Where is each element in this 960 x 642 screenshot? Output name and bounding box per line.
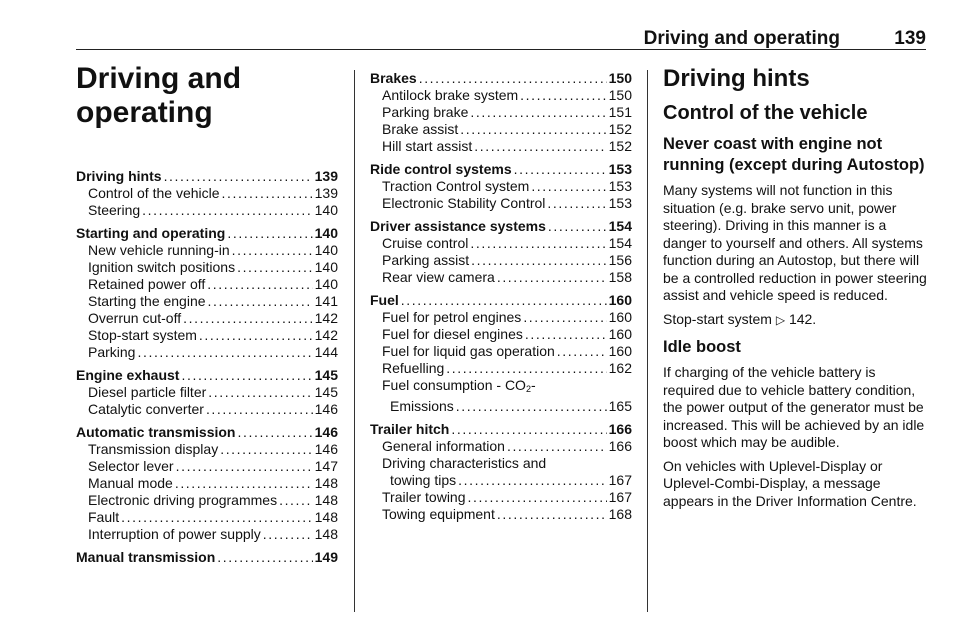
toc-section-entry[interactable] bbox=[370, 218, 632, 235]
dot-leader bbox=[227, 225, 312, 242]
subsection-heading: Control of the vehicle bbox=[663, 102, 868, 124]
toc-entry-label: Driving hints bbox=[76, 168, 162, 184]
toc-entry[interactable] bbox=[370, 121, 632, 138]
toc-entry[interactable] bbox=[76, 384, 338, 401]
toc-page-number: 140 bbox=[314, 242, 338, 258]
toc-entry-label: Driving characteristics and bbox=[382, 455, 547, 471]
dot-leader bbox=[164, 168, 313, 185]
dot-leader bbox=[217, 549, 312, 566]
toc-page-number: 145 bbox=[314, 367, 338, 383]
toc-section-entry[interactable] bbox=[76, 367, 338, 384]
dot-leader bbox=[470, 104, 606, 121]
toc-page-number: 148 bbox=[314, 526, 338, 542]
toc-page-number: 146 bbox=[314, 424, 338, 440]
toc-entry[interactable] bbox=[76, 458, 338, 475]
toc-entry-label: Trailer hitch bbox=[370, 421, 450, 437]
toc-entry-label: Interruption of power supply bbox=[88, 526, 261, 542]
toc-entry[interactable] bbox=[370, 398, 632, 415]
toc-entry-label: Diesel particle filter bbox=[88, 384, 207, 400]
toc-entry-label: Ignition switch positions bbox=[88, 259, 236, 275]
section-heading: Driving hints bbox=[663, 65, 810, 92]
page-header bbox=[76, 28, 926, 50]
dot-leader bbox=[557, 343, 607, 360]
toc-entry[interactable] bbox=[370, 138, 632, 155]
topic-heading: Never coast with engine not running (except during Autostop) bbox=[663, 135, 925, 174]
toc-section-entry[interactable] bbox=[370, 161, 632, 178]
toc-entry-label: Fuel for diesel engines bbox=[382, 326, 523, 342]
toc-entry[interactable] bbox=[76, 202, 338, 219]
dot-leader bbox=[181, 367, 312, 384]
toc-list bbox=[76, 168, 338, 566]
toc-page-number: 140 bbox=[314, 225, 338, 241]
toc-page-number: 160 bbox=[608, 292, 632, 308]
toc-entry-label: Brakes bbox=[370, 70, 417, 86]
toc-page-number: 140 bbox=[314, 276, 338, 292]
toc-entry-label: Trailer towing bbox=[382, 489, 466, 505]
dot-leader bbox=[497, 269, 607, 286]
dot-leader bbox=[547, 195, 606, 212]
page-reference-arrow-icon: ▷ bbox=[775, 312, 786, 327]
toc-entry-label: Fuel bbox=[370, 292, 399, 308]
toc-entry[interactable] bbox=[370, 178, 632, 195]
toc-entry-label: Starting the engine bbox=[88, 293, 206, 309]
toc-page-number: 139 bbox=[314, 168, 338, 184]
toc-page-number: 144 bbox=[314, 344, 338, 360]
paragraph: Many systems will not function in this situation (e.g. brake servo unit, power steering). Driving in this manner is a danger to yourself and others. All systems function during an Autostop, but there will be a controlled reduction in power steering assist and vehicle speed is reduced. bbox=[663, 182, 927, 303]
toc-entry[interactable] bbox=[76, 475, 338, 492]
dot-leader bbox=[548, 218, 607, 235]
toc-section-entry[interactable] bbox=[76, 549, 338, 566]
dot-leader bbox=[497, 506, 607, 523]
dot-leader bbox=[520, 87, 606, 104]
toc-entry[interactable] bbox=[370, 309, 632, 326]
toc-page-number: 166 bbox=[608, 438, 632, 454]
toc-entry-label: General information bbox=[382, 438, 505, 454]
dot-leader bbox=[208, 293, 313, 310]
toc-entry-label: Retained power off bbox=[88, 276, 206, 292]
toc-entry-label: Driver assistance systems bbox=[370, 218, 546, 234]
dot-leader bbox=[446, 360, 606, 377]
toc-page-number: 140 bbox=[314, 259, 338, 275]
dot-leader bbox=[137, 344, 312, 361]
toc-list bbox=[370, 70, 632, 523]
toc-page-number: 148 bbox=[314, 509, 338, 525]
toc-entry-label: towing tips bbox=[390, 472, 457, 488]
toc-column-2 bbox=[370, 70, 632, 523]
toc-page-number: 154 bbox=[608, 235, 632, 251]
toc-page-number: 162 bbox=[608, 360, 632, 376]
dot-leader bbox=[279, 492, 313, 509]
column-divider bbox=[354, 70, 355, 612]
dot-leader bbox=[121, 509, 313, 526]
toc-section-entry[interactable] bbox=[76, 168, 338, 185]
dot-leader bbox=[456, 398, 607, 415]
toc-entry[interactable] bbox=[370, 360, 632, 377]
toc-entry-label: Control of the vehicle bbox=[88, 185, 220, 201]
chapter-title: Driving and operating bbox=[76, 62, 242, 129]
toc-page-number: 153 bbox=[608, 195, 632, 211]
toc-section-entry[interactable] bbox=[370, 421, 632, 438]
toc-entry[interactable] bbox=[370, 506, 632, 523]
topic-heading: Idle boost bbox=[663, 338, 741, 356]
toc-page-number: 160 bbox=[608, 326, 632, 342]
toc-entry-label: Ride control systems bbox=[370, 161, 512, 177]
toc-entry-label: Parking brake bbox=[382, 104, 469, 120]
toc-entry-label: Manual mode bbox=[88, 475, 173, 491]
toc-page-number: 154 bbox=[608, 218, 632, 234]
toc-entry-label: Manual transmission bbox=[76, 549, 216, 565]
toc-page-number: 167 bbox=[608, 489, 632, 505]
dot-leader bbox=[523, 309, 606, 326]
toc-page-number: 148 bbox=[314, 492, 338, 508]
toc-entry-label: Brake assist bbox=[382, 121, 459, 137]
dot-leader bbox=[183, 310, 313, 327]
toc-entry[interactable] bbox=[370, 252, 632, 269]
toc-entry[interactable] bbox=[370, 87, 632, 104]
toc-entry-tail: - bbox=[530, 377, 536, 393]
dot-leader bbox=[263, 526, 313, 543]
dot-leader bbox=[451, 421, 606, 438]
toc-entry-label: Refuelling bbox=[382, 360, 445, 376]
toc-page-number: 165 bbox=[608, 398, 632, 414]
toc-entry[interactable] bbox=[370, 269, 632, 286]
dot-leader bbox=[199, 327, 313, 344]
dot-leader bbox=[175, 475, 313, 492]
toc-entry[interactable] bbox=[370, 438, 632, 455]
toc-entry[interactable] bbox=[76, 310, 338, 327]
toc-section-entry[interactable] bbox=[370, 70, 632, 87]
toc-section-entry[interactable] bbox=[76, 424, 338, 441]
toc-entry-label: Selector lever bbox=[88, 458, 174, 474]
toc-page-number: 167 bbox=[608, 472, 632, 488]
toc-section-entry[interactable] bbox=[76, 225, 338, 242]
toc-entry[interactable] bbox=[76, 401, 338, 418]
toc-page-number: 139 bbox=[314, 185, 338, 201]
toc-entry-label: Parking assist bbox=[382, 252, 470, 268]
dot-leader bbox=[468, 489, 607, 506]
toc-page-number: 160 bbox=[608, 343, 632, 359]
toc-entry[interactable] bbox=[76, 293, 338, 310]
toc-page-number: 142 bbox=[314, 327, 338, 343]
toc-entry[interactable] bbox=[370, 326, 632, 343]
toc-page-number: 166 bbox=[608, 421, 632, 437]
content-column bbox=[663, 64, 927, 510]
toc-page-number: 145 bbox=[314, 384, 338, 400]
dot-leader bbox=[525, 326, 607, 343]
toc-column-1 bbox=[76, 62, 338, 566]
toc-entry-label: Fuel consumption - CO bbox=[382, 377, 526, 393]
toc-entry-label: Overrun cut-off bbox=[88, 310, 182, 326]
toc-entry-label: New vehicle running-in bbox=[88, 242, 230, 258]
toc-page-number: 149 bbox=[314, 549, 338, 565]
toc-page-number: 146 bbox=[314, 401, 338, 417]
dot-leader bbox=[471, 252, 606, 269]
dot-leader bbox=[507, 438, 607, 455]
toc-page-number: 141 bbox=[314, 293, 338, 309]
toc-page-number: 146 bbox=[314, 441, 338, 457]
toc-entry[interactable] bbox=[370, 195, 632, 212]
header-page-number: 139 bbox=[894, 28, 926, 49]
toc-entry-label: Fuel for liquid gas operation bbox=[382, 343, 555, 359]
toc-entry[interactable] bbox=[370, 489, 632, 506]
dot-leader bbox=[207, 276, 312, 293]
toc-page-number: 158 bbox=[608, 269, 632, 285]
toc-entry-label: Transmission display bbox=[88, 441, 219, 457]
toc-entry-label: Parking bbox=[88, 344, 136, 360]
toc-entry-label: Hill start assist bbox=[382, 138, 473, 154]
toc-section-entry[interactable] bbox=[370, 292, 632, 309]
toc-page-number: 156 bbox=[608, 252, 632, 268]
toc-entry-label: Towing equipment bbox=[382, 506, 495, 522]
toc-page-number: 153 bbox=[608, 161, 632, 177]
toc-entry-label: Fault bbox=[88, 509, 120, 525]
toc-entry[interactable] bbox=[76, 259, 338, 276]
dot-leader bbox=[237, 259, 313, 276]
toc-entry-label: Emissions bbox=[390, 398, 454, 414]
toc-entry-label: Traction Control system bbox=[382, 178, 530, 194]
dot-leader bbox=[176, 458, 313, 475]
dot-leader bbox=[458, 472, 606, 489]
toc-entry-label: Starting and operating bbox=[76, 225, 226, 241]
toc-entry-label: Stop-start system bbox=[88, 327, 197, 343]
toc-entry[interactable] bbox=[76, 276, 338, 293]
toc-entry-label: Automatic transmission bbox=[76, 424, 236, 440]
subscript: 2 bbox=[525, 384, 531, 394]
dot-leader bbox=[232, 242, 313, 259]
toc-entry-label: Electronic driving programmes bbox=[88, 492, 278, 508]
dot-leader bbox=[237, 424, 312, 441]
reference-page: 142. bbox=[788, 310, 817, 327]
toc-entry[interactable] bbox=[76, 242, 338, 259]
toc-entry[interactable] bbox=[76, 526, 338, 543]
toc-entry[interactable] bbox=[370, 343, 632, 360]
dot-leader bbox=[401, 292, 607, 309]
toc-entry-text[interactable] bbox=[370, 377, 632, 398]
column-divider bbox=[647, 70, 648, 612]
toc-entry[interactable] bbox=[76, 185, 338, 202]
toc-page-number: 152 bbox=[608, 138, 632, 154]
toc-entry-label: Antilock brake system bbox=[382, 87, 519, 103]
toc-entry-label: Engine exhaust bbox=[76, 367, 180, 383]
toc-entry[interactable] bbox=[370, 472, 632, 489]
dot-leader bbox=[419, 70, 607, 87]
toc-entry-label: Catalytic converter bbox=[88, 401, 204, 417]
toc-page-number: 153 bbox=[608, 178, 632, 194]
toc-page-number: 150 bbox=[608, 87, 632, 103]
toc-entry-text[interactable] bbox=[370, 455, 632, 472]
dot-leader bbox=[514, 161, 607, 178]
dot-leader bbox=[206, 401, 313, 418]
toc-page-number: 148 bbox=[314, 475, 338, 491]
toc-entry-label: Rear view camera bbox=[382, 269, 495, 285]
dot-leader bbox=[208, 384, 312, 401]
toc-page-number: 150 bbox=[608, 70, 632, 86]
dot-leader bbox=[470, 235, 606, 252]
toc-entry[interactable] bbox=[76, 492, 338, 509]
toc-page-number: 142 bbox=[314, 310, 338, 326]
toc-page-number: 168 bbox=[608, 506, 632, 522]
dot-leader bbox=[531, 178, 606, 195]
paragraph: On vehicles with Uplevel-Display or Uplevel-Combi-Display, a message appears in the Driver Information Centre. bbox=[663, 457, 917, 509]
toc-entry[interactable] bbox=[370, 104, 632, 121]
dot-leader bbox=[142, 202, 312, 219]
toc-page-number: 147 bbox=[314, 458, 338, 474]
toc-entry[interactable] bbox=[76, 344, 338, 361]
dot-leader bbox=[220, 441, 312, 458]
toc-entry[interactable] bbox=[76, 327, 338, 344]
toc-page-number: 152 bbox=[608, 121, 632, 137]
toc-page-number: 151 bbox=[608, 104, 632, 120]
dot-leader bbox=[474, 138, 606, 155]
reference-text: Stop-start system bbox=[663, 310, 772, 327]
toc-entry-label: Steering bbox=[88, 202, 141, 218]
toc-page-number: 140 bbox=[314, 202, 338, 218]
toc-entry[interactable] bbox=[76, 441, 338, 458]
toc-entry-label: Fuel for petrol engines bbox=[382, 309, 522, 325]
dot-leader bbox=[222, 185, 313, 202]
toc-entry[interactable] bbox=[370, 235, 632, 252]
header-title: Driving and operating bbox=[643, 28, 840, 49]
toc-entry-label: Electronic Stability Control bbox=[382, 195, 546, 211]
toc-entry[interactable] bbox=[76, 509, 338, 526]
cross-reference[interactable] bbox=[663, 311, 927, 330]
dot-leader bbox=[460, 121, 606, 138]
toc-page-number: 160 bbox=[608, 309, 632, 325]
paragraph: If charging of the vehicle battery is required due to vehicle battery condition, the power output of the generator must be increased. This will be achieved by an idle boost which may be audible. bbox=[663, 364, 925, 450]
toc-entry-label: Cruise control bbox=[382, 235, 469, 251]
